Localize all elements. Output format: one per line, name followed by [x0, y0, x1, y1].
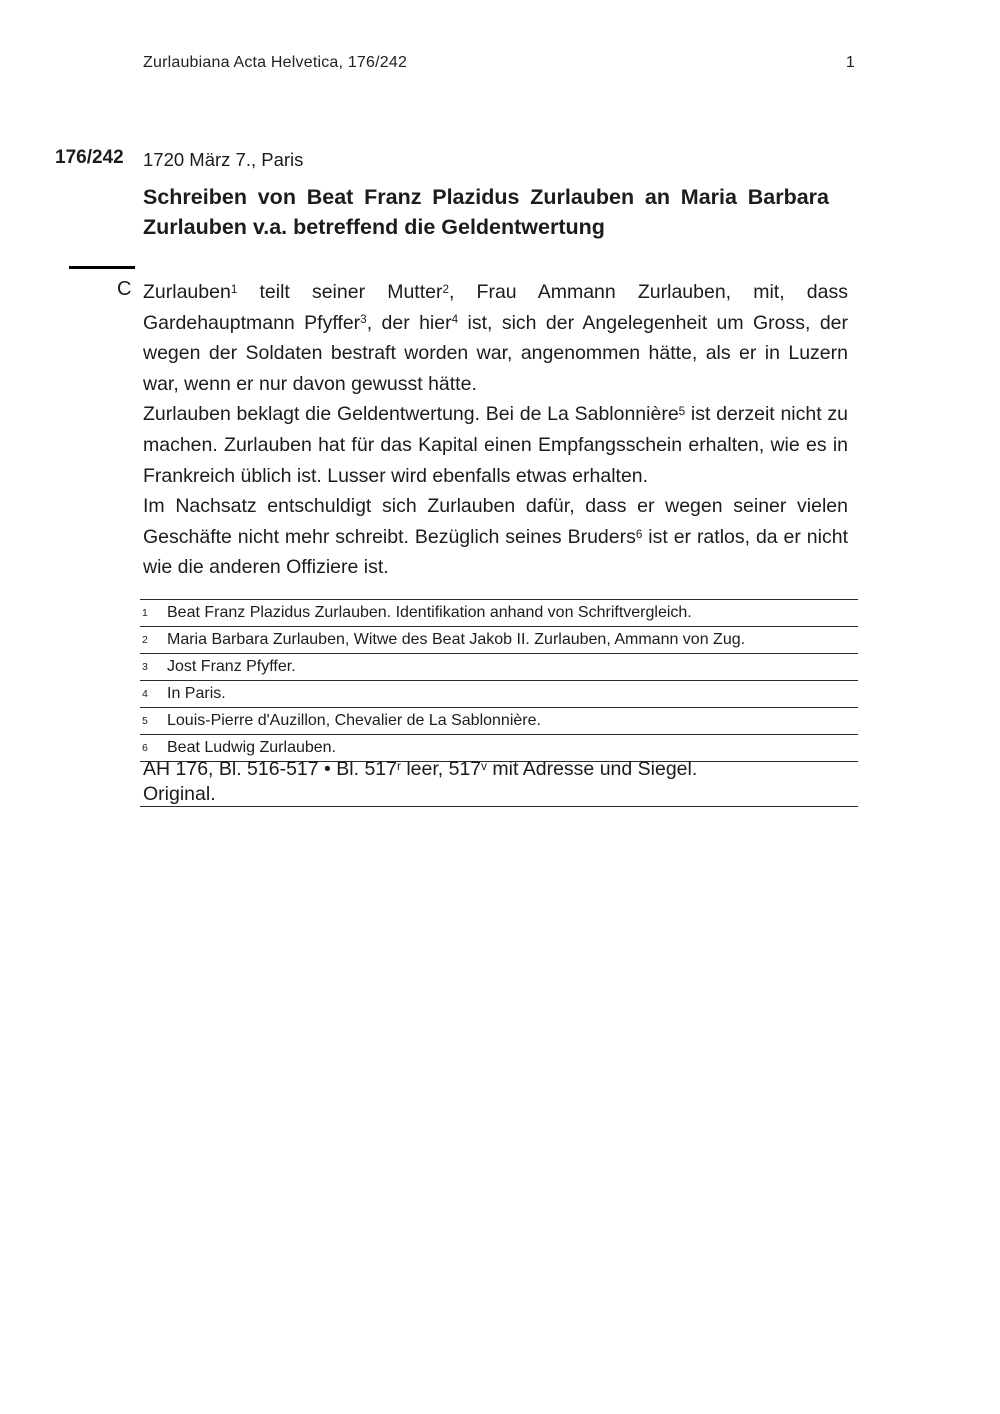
footnote-text: Beat Ludwig Zurlauben.: [167, 739, 336, 756]
footnote-number: 2: [142, 634, 148, 646]
footnote: [140, 707, 858, 734]
page-header: [143, 54, 855, 72]
record-number: 176/242: [55, 147, 124, 168]
footnote-number: 5: [142, 715, 148, 727]
page-number: 1: [845, 54, 855, 71]
regest-paragraph: Im Nachsatz entschuldigt sich Zurlauben dafür, dass er wegen seiner vielen Geschäfte nicht mehr schreibt. Bezüglich seines Bruders$^6$ ist er ratlos, da er nicht wie die anderen Offiziere ist.: [143, 495, 848, 579]
footnote-text: Jost Franz Pfyffer.: [167, 658, 296, 675]
regest-paragraph: Zurlauben beklagt die Geldentwertung. Bei de La Sablonnière$^5$ ist derzeit nicht zu machen. Zurlauben hat für das Kapital einen Empfangsschein erhalten, wie es in Frankreich üblich ist. Lusser wird ebenfalls etwas erhalten.: [143, 403, 848, 487]
footnote-text: Beat Franz Plazidus Zurlauben. Identifikation anhand von Schriftvergleich.: [167, 604, 692, 621]
record-date-place: 1720 März 7., Paris: [143, 148, 304, 170]
footnote-number: 3: [142, 661, 148, 673]
archival-reference-line: AH 176, Bl. 516-517 • Bl. 517$^r$ leer, 517$^v$ mit Adresse und Siegel.: [143, 758, 698, 780]
running-title: Zurlaubiana Acta Helvetica, 176/242: [143, 54, 408, 71]
record-title: [143, 182, 829, 242]
archival-reference-original: Original.: [143, 782, 216, 805]
record-title-line2: Zurlauben v.a. betreffend die Geldentwertung: [143, 215, 605, 239]
footnote-text: Louis-Pierre d'Auzillon, Chevalier de La Sablonnière.: [167, 712, 541, 729]
bottom-rule: [140, 806, 858, 807]
record-title-line1: Schreiben von Beat Franz Plazidus Zurlauben an Maria Barbara: [143, 185, 829, 209]
footnote: [140, 653, 858, 680]
footnote: [140, 680, 858, 707]
footnotes-list: [140, 599, 858, 762]
regest-paragraph: Zurlauben$^1$ teilt seiner Mutter$^2$, Frau Ammann Zurlauben, mit, dass Gardehauptmann Pfyffer$^3$, der hier$^4$ ist, sich der Angelegenheit um Gross, der wegen der Soldaten bestraft worden war, angenommen hätte, als er in Luzern war, wenn er nur davon gewusst hätte.: [143, 281, 848, 395]
footnote-text: Maria Barbara Zurlauben, Witwe des Beat Jakob II. Zurlauben, Ammann von Zug.: [167, 631, 746, 648]
section-rule: [69, 266, 135, 269]
footnote-number: 6: [142, 742, 148, 754]
footnote: [140, 626, 858, 653]
regest-body: [143, 277, 848, 583]
footnote: [140, 599, 858, 626]
footnote-number: 4: [142, 688, 148, 700]
footnote-number: 1: [142, 607, 148, 619]
archival-reference: [143, 757, 857, 806]
copy-marker: C: [117, 278, 132, 300]
footnote-text: In Paris.: [167, 685, 226, 702]
